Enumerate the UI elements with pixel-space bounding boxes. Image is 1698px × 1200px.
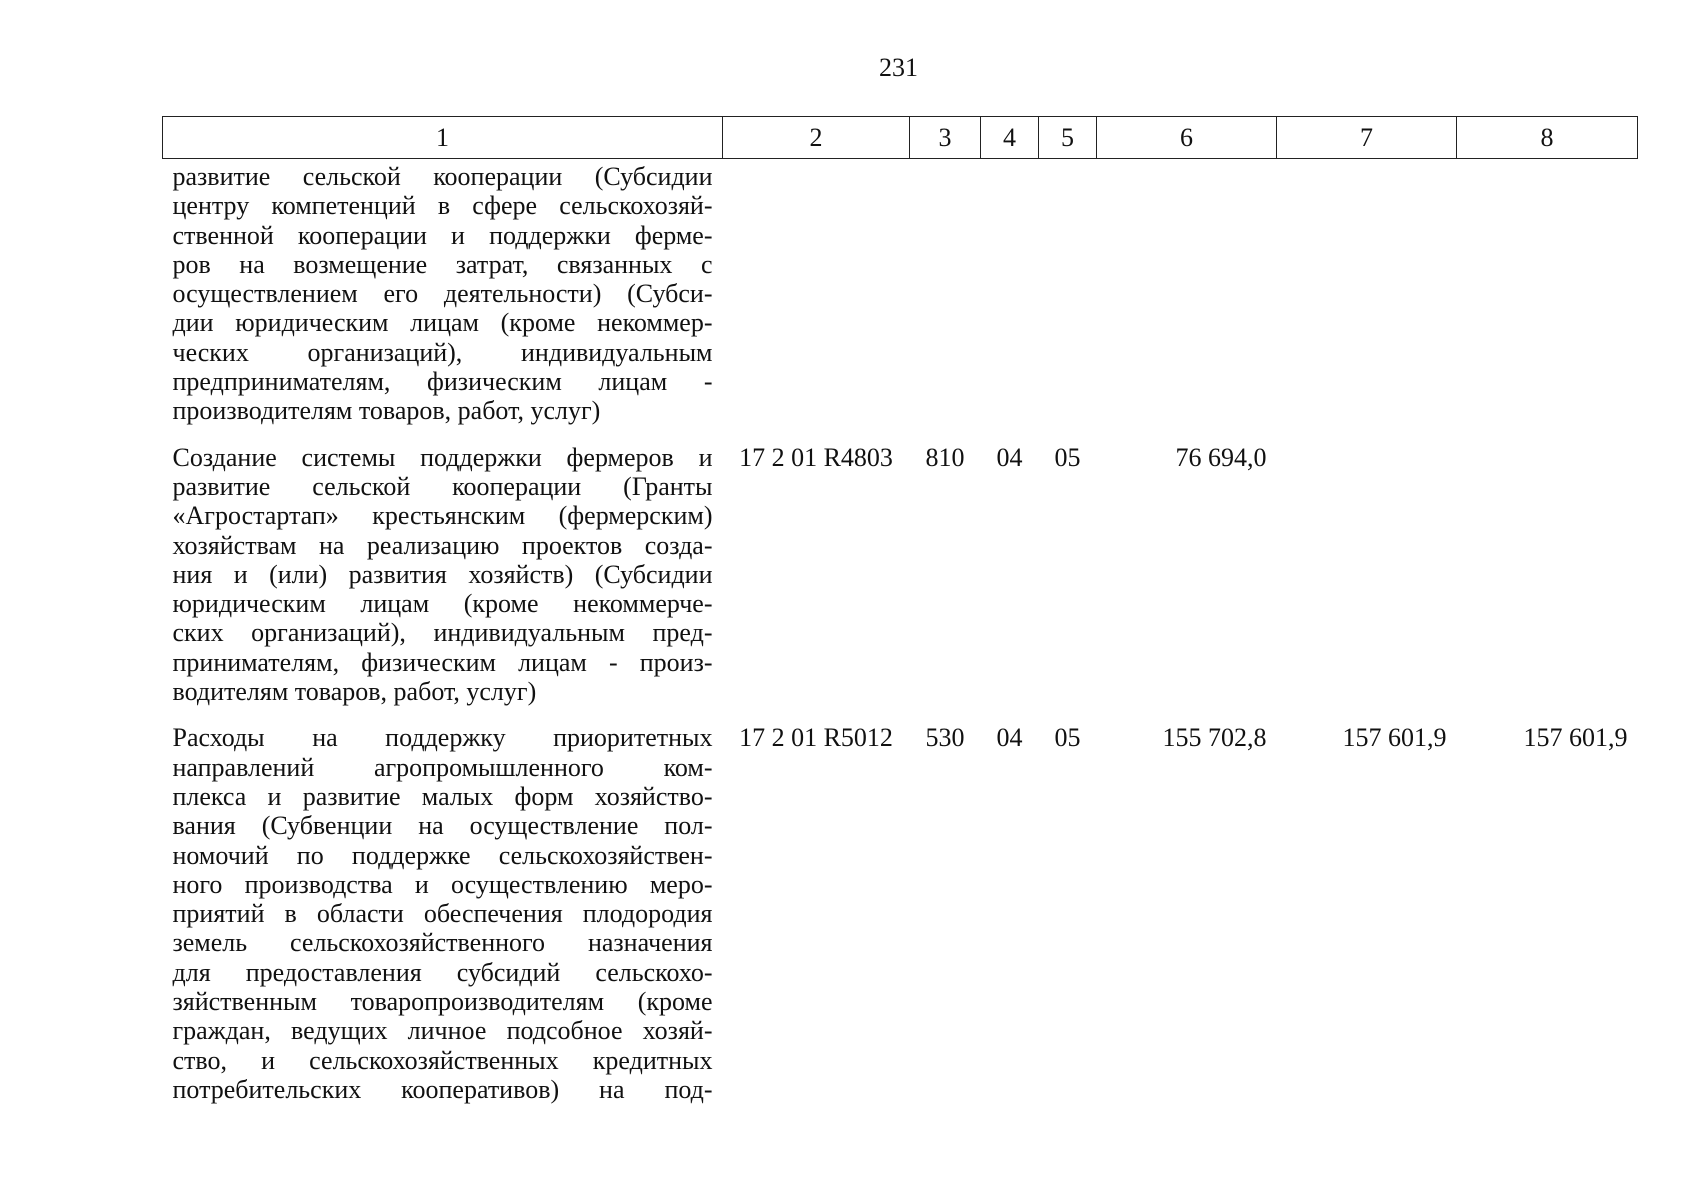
description-line: номочий по поддержке сельскохозяйствен- [172, 840, 713, 870]
description-line: зяйственным товаропроизводителям (кроме [172, 987, 713, 1017]
description-line: земель сельскохозяйственного назначения [172, 928, 713, 958]
description-line: принимателям, физическим лицам - произ- [172, 647, 713, 677]
row-pr [1039, 159, 1097, 440]
description-line: ство, и сельскохозяйственных кредитных [172, 1045, 713, 1075]
description-line: Расходы на поддержку приоритетных [172, 723, 713, 753]
table-row [163, 440, 1638, 721]
column-header-5: 5 [1039, 117, 1097, 159]
description-line: граждан, ведущих личное подсобное хозяй- [172, 1016, 713, 1046]
row-csr: 17 2 01 R4803 [739, 442, 893, 472]
description-line: направлений агропромышленного ком- [172, 752, 713, 782]
description-line: «Агростартап» крестьянским (фермерским) [172, 501, 713, 531]
description-line: ственной кооперации и поддержки ферме- [172, 220, 713, 250]
description-line: производителям товаров, работ, услуг) [172, 396, 601, 426]
row-sum-2: 157 601,9 [1342, 723, 1447, 753]
description-line: вания (Субвенции на осуществление пол- [172, 811, 713, 841]
row-rz: 04 [996, 723, 1023, 753]
description-line: осуществлением его деятельности) (Субси- [172, 279, 713, 309]
row-vr [910, 159, 981, 440]
row-sum-3 [1457, 159, 1638, 440]
column-header-1: 1 [163, 117, 723, 159]
description-line: предпринимателям, физическим лицам - [172, 367, 713, 397]
description-line: ских организаций), индивидуальным пред- [172, 618, 713, 648]
column-header-4: 4 [981, 117, 1039, 159]
description-line: развитие сельской кооперации (Гранты [172, 471, 713, 501]
column-header-8: 8 [1457, 117, 1638, 159]
row-rz [981, 159, 1039, 440]
row-sum-3 [1457, 440, 1638, 721]
column-header-2: 2 [723, 117, 910, 159]
table-row [163, 720, 1638, 1118]
row-sum-1 [1097, 159, 1277, 440]
row-vr: 530 [925, 723, 965, 753]
row-csr: 17 2 01 R5012 [739, 723, 893, 753]
description-line: юридическим лицам (кроме некоммерче- [172, 589, 713, 619]
row-csr [723, 159, 910, 440]
column-header-7: 7 [1277, 117, 1457, 159]
description-line: хозяйствам на реализацию проектов созда- [172, 530, 713, 560]
row-pr: 05 [1054, 442, 1081, 472]
row-sum-2 [1277, 440, 1457, 721]
row-sum-1: 155 702,8 [1162, 723, 1267, 753]
row-vr: 810 [925, 442, 965, 472]
description-line: водителям товаров, работ, услуг) [172, 677, 537, 707]
description-line: потребительских кооперативов) на под- [172, 1074, 713, 1104]
description-line: ного производства и осуществлению меро- [172, 869, 713, 899]
description-line: для предоставления субсидий сельскохо- [172, 957, 713, 987]
budget-table [162, 116, 1638, 1118]
row-pr: 05 [1054, 723, 1081, 753]
description-line: ров на возмещение затрат, связанных с [172, 249, 713, 279]
description-line: развитие сельской кооперации (Субсидии [172, 162, 713, 191]
description-line: ния и (или) развития хозяйств) (Субсидии [172, 559, 713, 589]
header-row [163, 117, 1638, 159]
row-description [163, 440, 723, 721]
description-line: приятий в области обеспечения плодородия [172, 899, 713, 929]
row-sum-2 [1277, 159, 1457, 440]
description-line: плекса и развитие малых форм хозяйство- [172, 781, 713, 811]
description-line: дии юридическим лицам (кроме некоммер- [172, 308, 713, 338]
page-number: 231 [879, 53, 918, 82]
row-sum-3: 157 601,9 [1523, 723, 1628, 753]
row-description [163, 159, 723, 440]
column-header-3: 3 [910, 117, 981, 159]
row-description [163, 720, 723, 1118]
row-rz: 04 [996, 442, 1023, 472]
description-line: центру компетенций в сфере сельскохозяй- [172, 191, 713, 221]
table-row [163, 159, 1638, 440]
description-line: Создание системы поддержки фермеров и [172, 442, 713, 472]
row-sum-1: 76 694,0 [1175, 442, 1267, 472]
description-line: ческих организаций), индивидуальным [172, 337, 713, 367]
column-header-6: 6 [1097, 117, 1277, 159]
